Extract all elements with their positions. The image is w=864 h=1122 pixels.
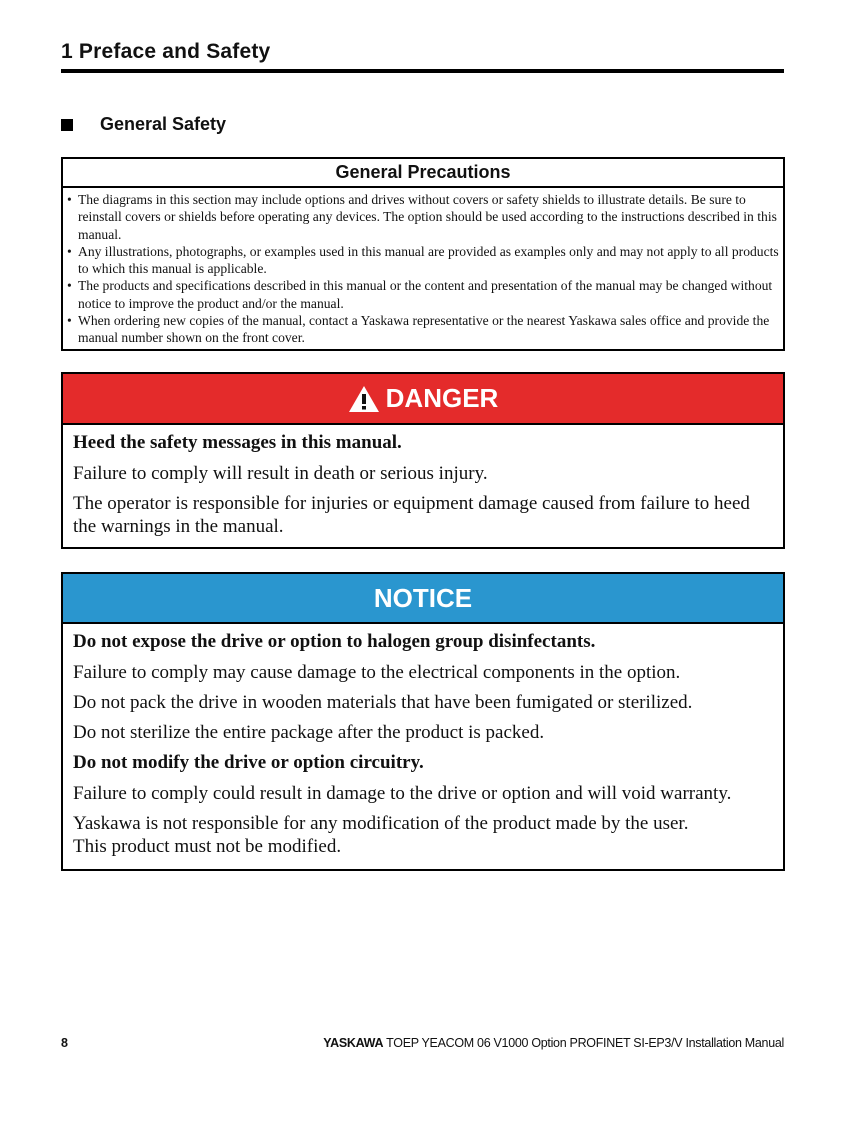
notice-text: Do not sterilize the entire package after the product is packed. [73, 722, 545, 743]
precaution-item: • The products and specifications described in this manual or the content and presentation of the manual may be changed without notice to improve the product and/or the manual. [67, 277, 779, 312]
page-number: 8 [61, 1036, 68, 1050]
notice-text: Failure to comply could result in damage to the drive or option and will void warranty. [73, 783, 732, 804]
general-precautions-box [61, 157, 785, 351]
general-precautions-title: General Precautions [63, 159, 783, 188]
danger-header [63, 374, 783, 425]
notice-body [63, 624, 783, 858]
notice-heading: Do not modify the drive or option circuitry. [73, 752, 424, 773]
warning-triangle-icon [348, 385, 380, 413]
danger-box [61, 372, 785, 549]
precaution-item: • When ordering new copies of the manual, contact a Yaskawa representative or the nearest Yaskawa sales office and provide the manual number shown on the front cover. [67, 312, 779, 347]
danger-heading: Heed the safety messages in this manual. [73, 432, 402, 453]
notice-heading: Do not expose the drive or option to halogen group disinfectants. [73, 631, 596, 652]
section-heading-text: General Safety [100, 114, 227, 134]
danger-text: Failure to comply will result in death or serious injury. [73, 463, 488, 484]
danger-body [63, 425, 783, 538]
notice-label: NOTICE [373, 582, 473, 613]
notice-text: This product must not be modified. [73, 836, 342, 857]
footer-title [323, 1036, 784, 1050]
general-precautions-list [63, 188, 783, 347]
danger-label: DANGER [385, 383, 499, 413]
footer-manual-title: TOEP YEACOM 06 V1000 Option PROFINET SI-EP3/V Installation Manual [383, 1036, 784, 1050]
notice-text: Yaskawa is not responsible for any modification of the product made by the user. [73, 813, 689, 834]
precaution-item: • Any illustrations, photographs, or examples used in this manual are provided as examples only and may not apply to all products to which this manual is applicable. [67, 243, 779, 278]
notice-text: Failure to comply may cause damage to the electrical components in the option. [73, 662, 681, 683]
chapter-title: 1 Preface and Safety [61, 40, 271, 63]
square-bullet-icon [61, 119, 73, 131]
chapter-rule [61, 69, 784, 73]
footer-brand: YASKAWA [323, 1036, 384, 1050]
notice-header [63, 574, 783, 624]
precaution-item: • The diagrams in this section may include options and drives without covers or safety shields to illustrate details. Be sure to reinstall covers or shields before operating any devices. The option should be used according to the instructions described in this manual. [67, 191, 779, 243]
danger-text: The operator is responsible for injuries or equipment damage caused from failure to heed the warnings in the manual. [73, 493, 750, 537]
notice-text: Do not pack the drive in wooden materials that have been fumigated or sterilized. [73, 692, 693, 713]
section-heading [61, 114, 226, 135]
notice-box [61, 572, 785, 871]
